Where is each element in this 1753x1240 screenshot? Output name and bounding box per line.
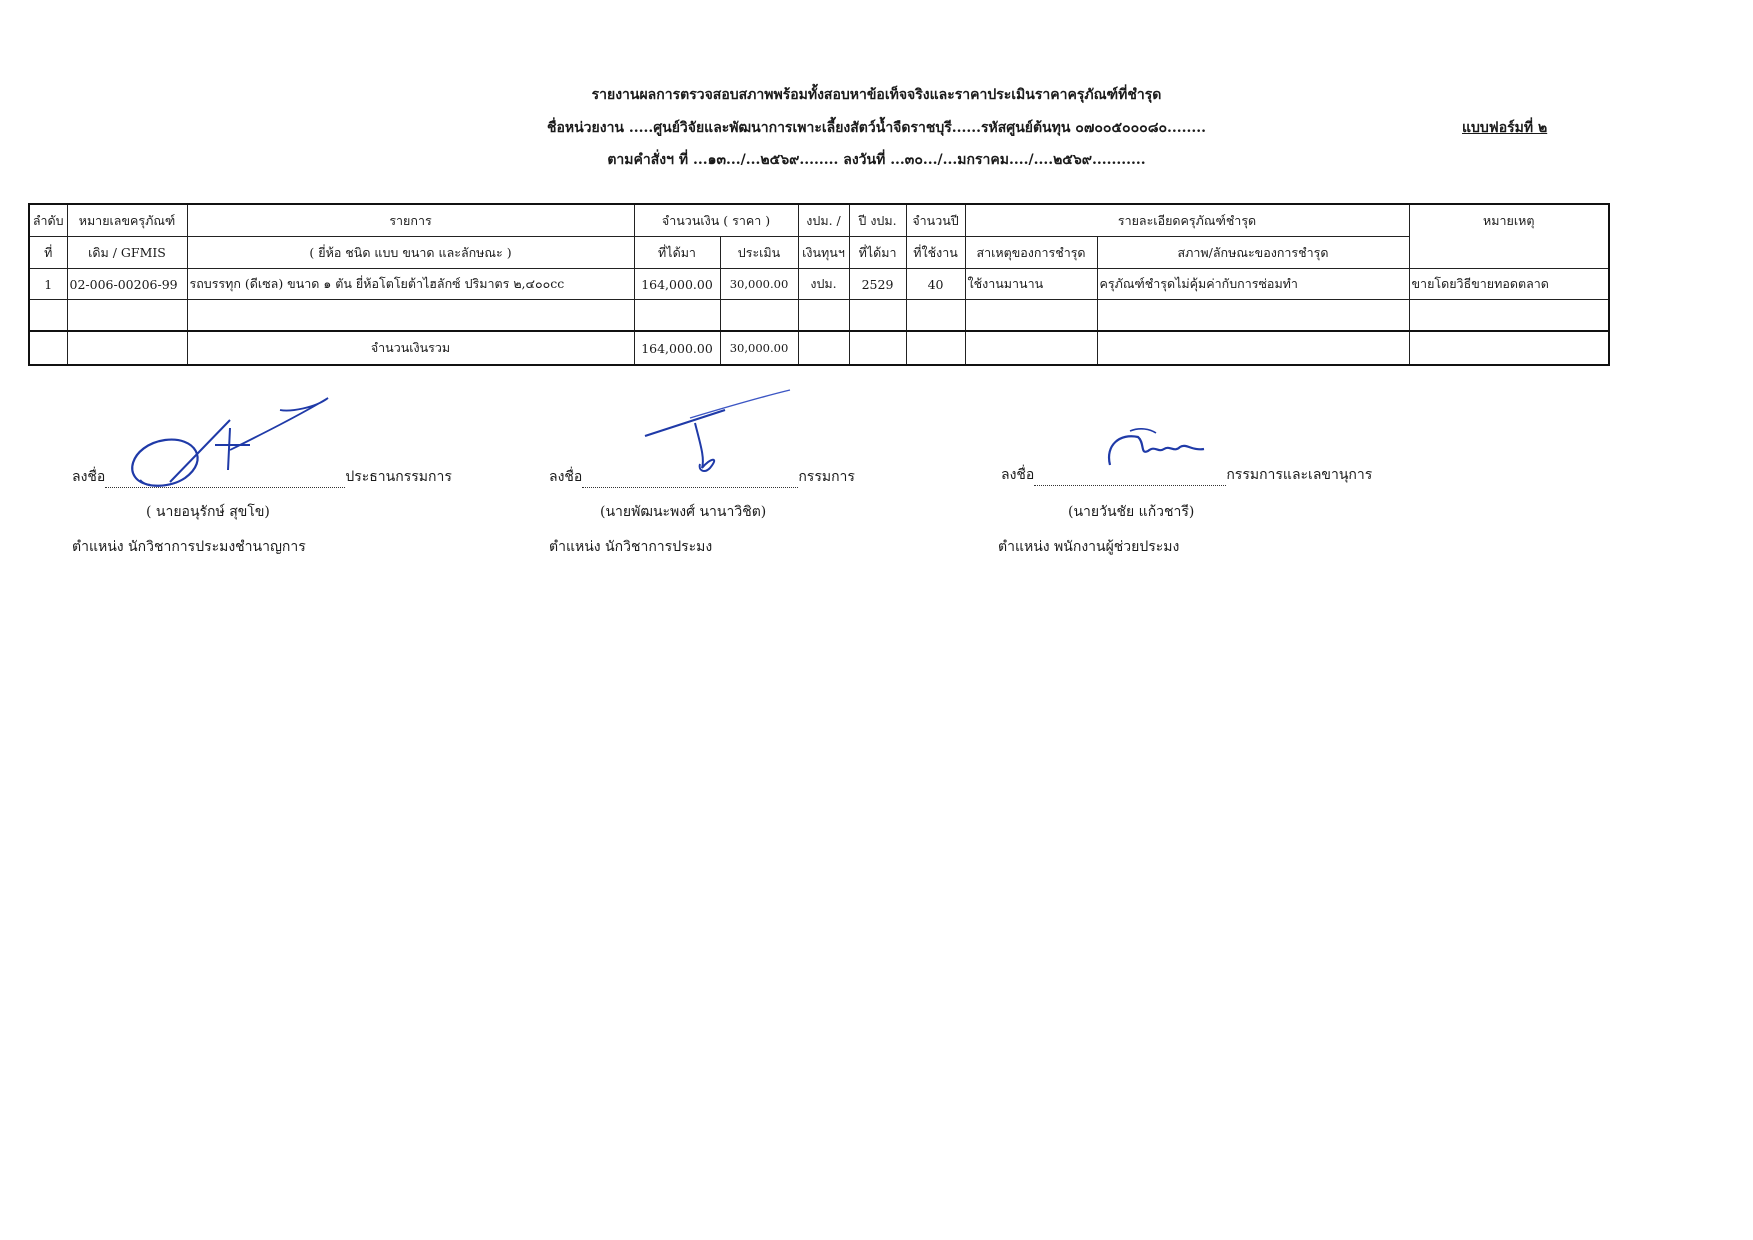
total-acquired: 164,000.00 <box>634 331 720 365</box>
form-number: แบบฟอร์มที่ ๒ <box>1462 120 1548 136</box>
header-budget-top: งปม. / <box>798 204 849 237</box>
header-budget-bottom: เงินทุนฯ <box>798 237 849 269</box>
header-row-1 <box>29 204 1609 237</box>
row-budget: งปม. <box>798 269 849 300</box>
row-asset-no: 02-006-00206-99 <box>67 269 187 300</box>
header-age-bottom: ที่ใช้งาน <box>906 237 965 269</box>
role-member: กรรมการ <box>798 469 855 485</box>
total-row <box>29 331 1609 365</box>
table-row <box>29 269 1609 300</box>
header-amount-top: จำนวนเงิน ( ราคา ) <box>634 204 798 237</box>
total-label: จำนวนเงินรวม <box>187 331 634 365</box>
position-member: ตำแหน่ง นักวิชาการประมง <box>549 539 713 555</box>
header-item-bottom: ( ยี่ห้อ ชนิด แบบ ขนาด และลักษณะ ) <box>187 237 634 269</box>
row-age: 40 <box>906 269 965 300</box>
header-detail-top: รายละเอียดครุภัณฑ์ชำรุด <box>965 204 1409 237</box>
total-evaluated: 30,000.00 <box>720 331 798 365</box>
name-member: (นายพัฒนะพงศ์ นานาวิชิต) <box>600 504 767 520</box>
header-seq-bottom: ที่ <box>29 237 67 269</box>
header-year-bottom: ที่ได้มา <box>849 237 906 269</box>
header-asset-top: หมายเลขครุภัณฑ์ <box>67 204 187 237</box>
role-secretary: กรรมการและเลขานุการ <box>1226 467 1373 483</box>
header-asset-bottom: เดิม / GFMIS <box>67 237 187 269</box>
signature-line-secretary: ลงชื่อ กรรมการและเลขานุการ <box>1001 464 1372 486</box>
header-condition: สภาพ/ลักษณะของการชำรุด <box>1097 237 1409 269</box>
header-cause: สาเหตุของการชำรุด <box>965 237 1097 269</box>
header-seq-top: ลำดับ <box>29 204 67 237</box>
header-amount-evaluated: ประเมิน <box>720 237 798 269</box>
damaged-asset-table <box>28 203 1610 366</box>
position-secretary: ตำแหน่ง พนักงานผู้ช่วยประมง <box>998 539 1180 555</box>
unit-line: ชื่อหน่วยงาน .....ศูนย์วิจัยและพัฒนาการเพาะเลี้ยงสัตว์น้ำจืดราชบุรี......รหัสศูนย์ต้นทุน ๐๗๐๐๕๐๐๐๘๐........ <box>546 120 1207 136</box>
handwritten-signature-secretary <box>1100 425 1220 475</box>
row-condition: ครุภัณฑ์ชำรุดไม่คุ้มค่ากับการซ่อมทำ <box>1097 269 1409 300</box>
empty-row <box>29 300 1609 332</box>
header-row-2 <box>29 237 1609 269</box>
header-amount-acquired: ที่ได้มา <box>634 237 720 269</box>
signature-line-chairman: ลงชื่อ ประธานกรรมการ <box>72 466 452 488</box>
row-evaluated: 30,000.00 <box>720 269 798 300</box>
row-remark: ขายโดยวิธีขายทอดตลาด <box>1409 269 1609 300</box>
row-item: รถบรรทุก (ดีเซล) ขนาด ๑ ตัน ยี่ห้อโตโยต้าไฮลักซ์ ปริมาตร ๒,๔๐๐cc <box>187 269 634 300</box>
name-secretary: (นายวันชัย แก้วชารี) <box>1068 504 1195 520</box>
signature-line-member: ลงชื่อ กรรมการ <box>549 466 855 488</box>
row-cause: ใช้งานมานาน <box>965 269 1097 300</box>
row-seq: 1 <box>29 269 67 300</box>
name-chairman: ( นายอนุรักษ์ สุขโข) <box>146 504 270 520</box>
row-acquired: 164,000.00 <box>634 269 720 300</box>
order-line: ตามคำสั่งฯ ที่ ...๑๓.../...๒๕๖๙........ ลงวันที่ ...๓๐.../...มกราคม..../....๒๕๖๙........... <box>607 152 1146 168</box>
role-chairman: ประธานกรรมการ <box>345 469 452 485</box>
header-remark: หมายเหตุ <box>1409 204 1609 269</box>
position-chairman: ตำแหน่ง นักวิชาการประมงชำนาญการ <box>72 539 306 555</box>
header-item-top: รายการ <box>187 204 634 237</box>
header-year-top: ปี งปม. <box>849 204 906 237</box>
handwritten-signature-member <box>640 388 800 478</box>
handwritten-signature-chairman <box>110 390 340 500</box>
report-title: รายงานผลการตรวจสอบสภาพพร้อมทั้งสอบหาข้อเท็จจริงและราคาประเมินราคาครุภัณฑ์ที่ชำรุด <box>591 87 1162 103</box>
row-year: 2529 <box>849 269 906 300</box>
header-age-top: จำนวนปี <box>906 204 965 237</box>
